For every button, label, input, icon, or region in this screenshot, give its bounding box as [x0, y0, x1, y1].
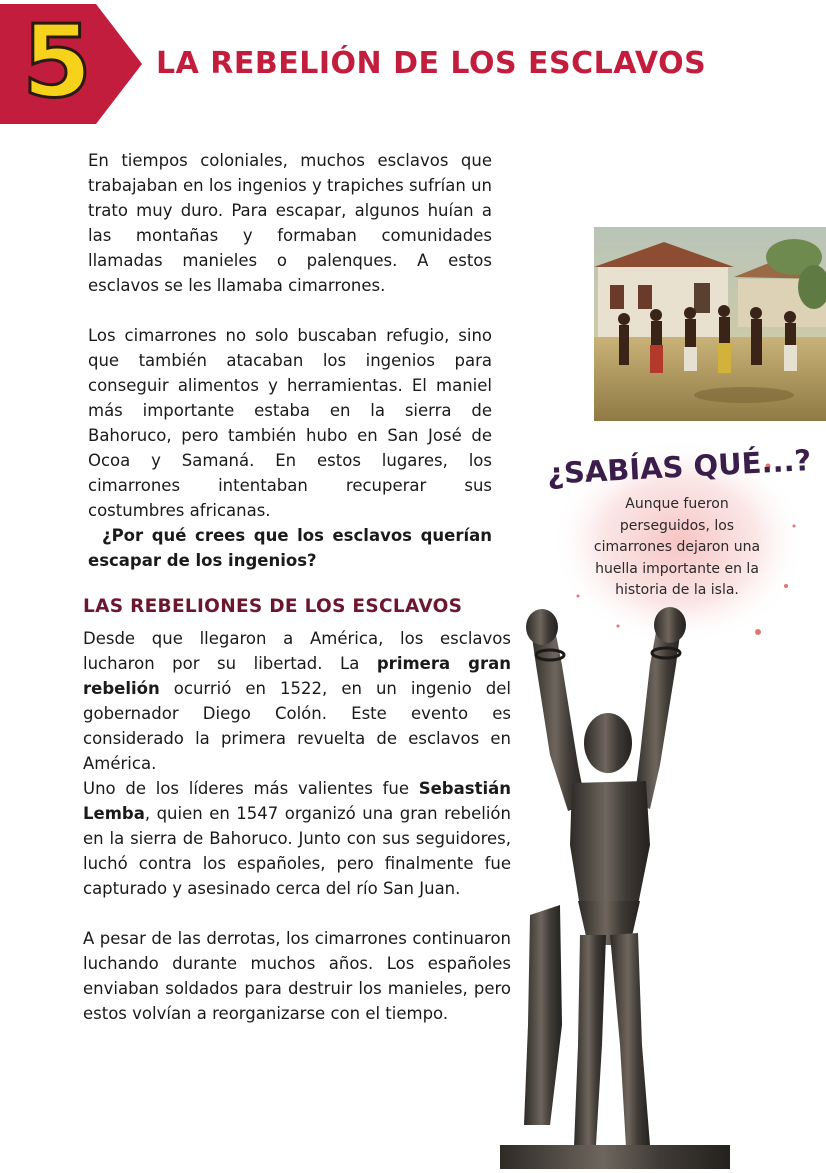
rebellion-paragraph-1 [83, 626, 511, 776]
intro-paragraph-1: En tiempos coloniales, muchos esclavos que trabajaban en los ingenios y trapiches sufrían un trato muy duro. Para escapar, algunos huían a las montañas y formaban comunidades llamadas manieles o palenques. A estos esclavos se les llamaba cimarrones. [88, 151, 492, 295]
text-span: ocurrió en 1522, en un ingenio del gobernador Diego Colón. Este evento es considerado la primera revuelta de esclavos en América. [83, 679, 511, 773]
text-span: , quien en 1547 organizó una gran rebelión en la sierra de Bahoruco. Junto con sus seguidores, luchó contra los españoles, pero finalmente fue capturado y asesinado cerca del río San Juan. [83, 804, 511, 898]
page-title: LA REBELIÓN DE LOS ESCLAVOS [156, 46, 707, 81]
bold-text: primera gran rebelión [83, 654, 511, 698]
fact-text: Aunque fueron perseguidos, los cimarrones dejaron una huella importante en la historia de la isla. [593, 496, 761, 598]
text-span: Uno de los líderes más valientes fue [83, 779, 419, 798]
statue-image [490, 605, 740, 1169]
section-title: LAS REBELIONES DE LOS ESCLAVOS [83, 596, 463, 617]
reflection-question: ¿Por qué crees que los esclavos querían escapar de los ingenios? [88, 526, 492, 570]
rebellion-paragraph-2 [83, 776, 511, 901]
bold-text: Sebastián Lemba [83, 779, 511, 823]
text-span: Desde que llegaron a América, los esclavos lucharon por su libertad. La [83, 629, 511, 673]
rebellion-paragraph-3: A pesar de las derrotas, los cimarrones continuaron luchando durante muchos años. Los españoles enviaban soldados para destruir los manieles, pero estos volvían a reorganizarse con el tiempo. [83, 929, 511, 1023]
colonial-painting-image [594, 227, 826, 421]
chapter-number: 5 [22, 3, 92, 120]
intro-paragraph-2: Los cimarrones no solo buscaban refugio, sino que también atacaban los ingenios para conseguir alimentos y herramientas. El maniel más importante estaba en la sierra de Bahoruco, pero también hubo en San José de Ocoa y Samaná. En estos lugares, los cimarrones intentaban recuperar sus costumbres africanas. [88, 326, 492, 520]
fact-title: ¿SABÍAS QUÉ...? [546, 442, 813, 491]
